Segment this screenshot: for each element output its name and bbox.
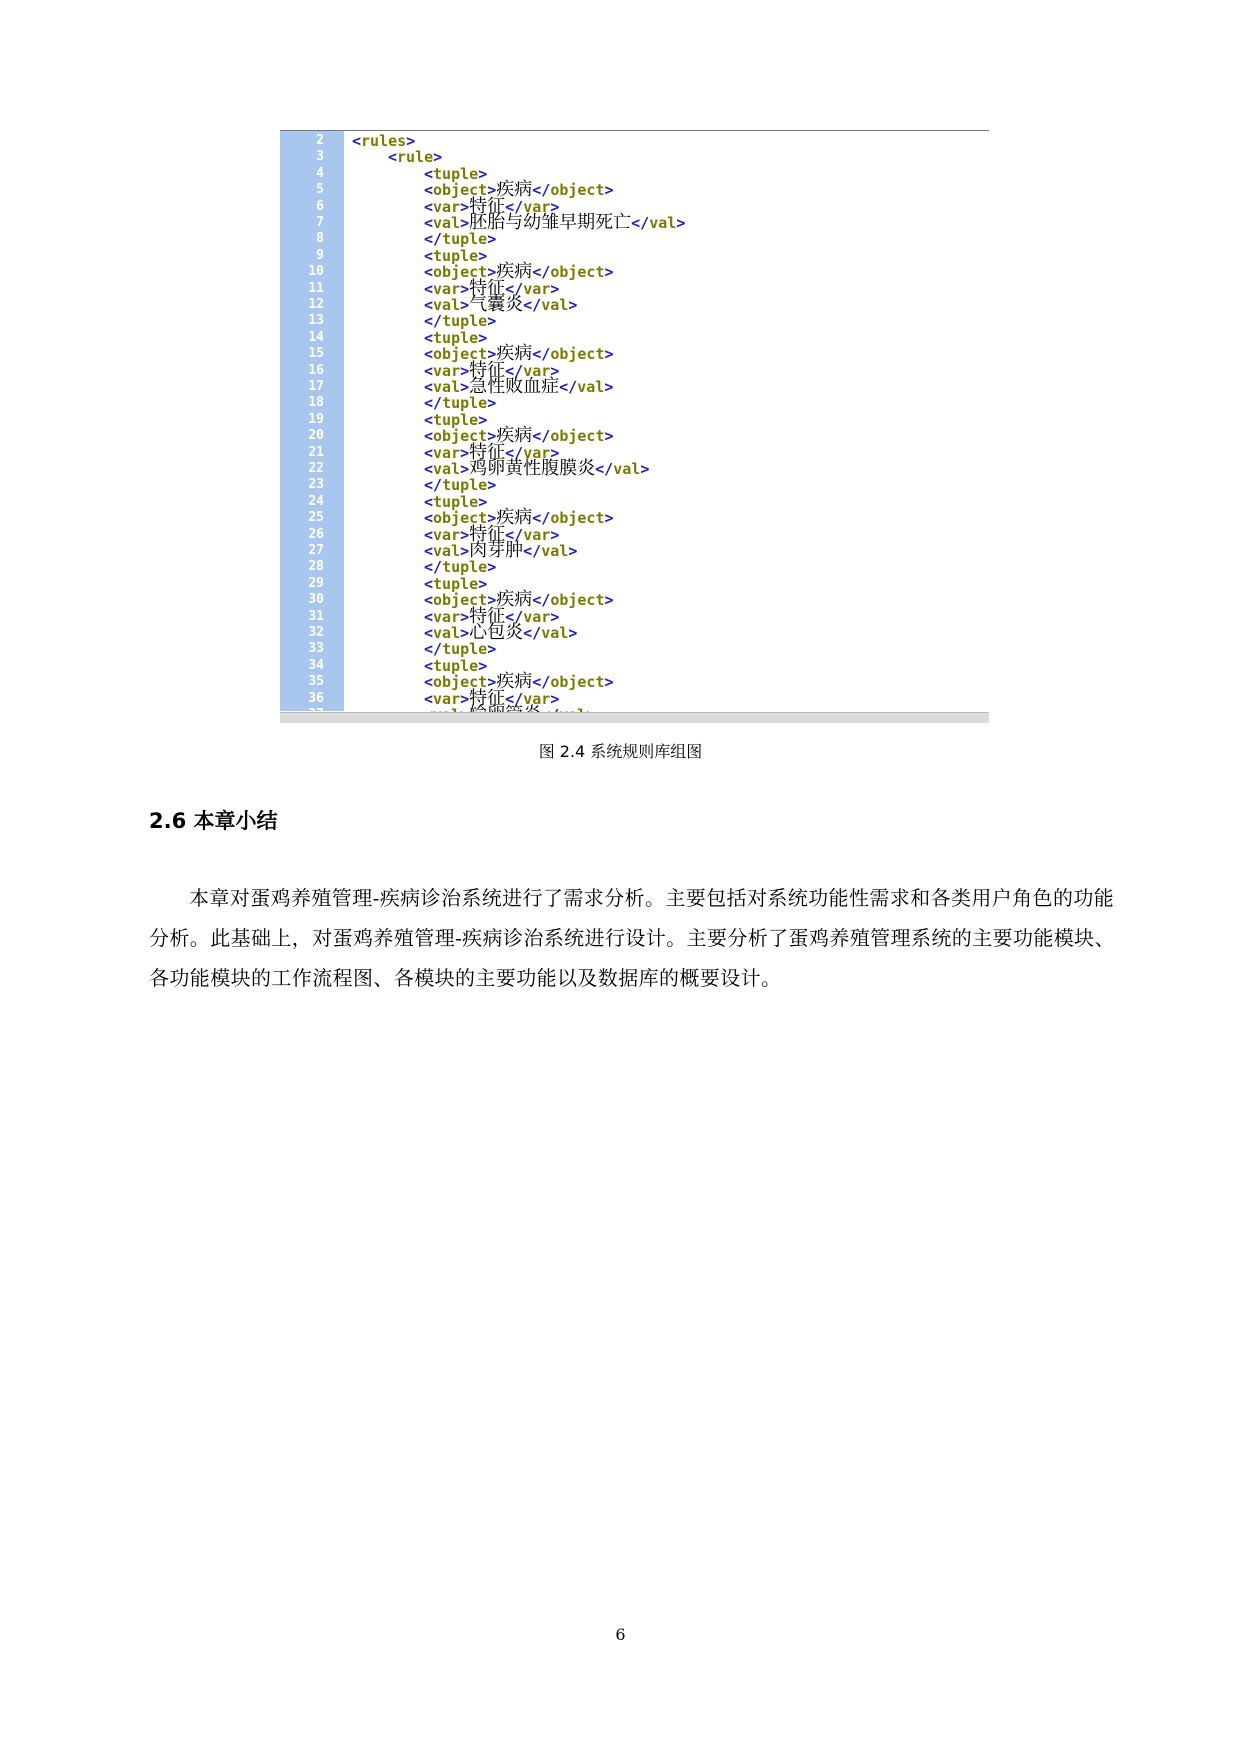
tag-name: tuple: [433, 328, 479, 347]
open-angle: </: [424, 476, 443, 495]
code-text: [424, 330, 487, 346]
close-angle: >: [604, 509, 614, 528]
tag-name: val: [613, 460, 641, 478]
close-angle: >: [550, 361, 560, 380]
tag-name: var: [523, 361, 551, 380]
close-angle: >: [460, 460, 470, 478]
code-text: [424, 248, 487, 264]
close-angle: >: [604, 378, 614, 396]
close-angle: >: [487, 263, 497, 282]
code-text: [424, 412, 487, 428]
close-angle: >: [604, 263, 614, 282]
code-text: [424, 343, 614, 365]
element-value: 特征: [469, 523, 506, 545]
code-text: [424, 425, 614, 447]
open-angle: <: [424, 689, 434, 708]
close-angle: >: [478, 410, 488, 429]
tag-name: var: [523, 607, 551, 626]
close-angle: >: [487, 640, 497, 659]
close-angle: >: [460, 378, 470, 396]
close-angle: >: [604, 345, 614, 364]
close-angle: >: [478, 246, 488, 265]
open-angle: </: [523, 296, 542, 314]
open-angle: </: [532, 263, 551, 282]
line-number: 5: [316, 182, 324, 198]
code-text: [424, 212, 686, 233]
tag-name: val: [433, 214, 461, 232]
element-value: 疾病: [496, 507, 533, 529]
tag-name: object: [550, 345, 605, 364]
code-text: [424, 507, 614, 529]
open-angle: </: [424, 558, 443, 577]
tag-name: tuple: [433, 656, 479, 675]
tag-name: tuple: [433, 246, 479, 265]
close-angle: >: [478, 656, 488, 675]
element-value: 疾病: [496, 425, 533, 447]
line-number: 16: [308, 362, 324, 378]
line-number: 8: [316, 231, 324, 247]
close-angle: >: [487, 509, 497, 528]
open-angle: </: [559, 378, 578, 396]
code-text: [424, 477, 496, 493]
tag-name: var: [523, 689, 551, 708]
open-angle: <: [424, 460, 434, 478]
open-angle: </: [505, 279, 524, 298]
open-angle: <: [424, 673, 434, 692]
tag-name: var: [433, 689, 461, 708]
line-number: 35: [308, 674, 324, 690]
open-angle: <: [424, 656, 434, 675]
element-value: 疾病: [496, 261, 533, 283]
section-paragraph: 本章对蛋鸡养殖管理-疾病诊治系统进行了需求分析。主要包括对系统功能性需求和各类用户角色的功能分析。此基础上，对蛋鸡养殖管理-疾病诊治系统进行设计。主要分析了蛋鸡养殖管理系统的主要功能模块、各功能模块的工作流程图、各模块的主要功能以及数据库的概要设计。: [149, 886, 1115, 990]
line-number: 24: [308, 493, 324, 509]
tag-name: val: [649, 214, 677, 232]
element-value: 特征: [469, 441, 506, 463]
line-number: 20: [308, 428, 324, 444]
element-value: 疾病: [496, 671, 533, 693]
open-angle: <: [424, 574, 434, 593]
line-number: 21: [308, 444, 324, 460]
close-angle: >: [487, 394, 497, 413]
close-angle: >: [460, 214, 470, 232]
open-angle: <: [424, 443, 434, 462]
tag-name: tuple: [433, 410, 479, 429]
open-angle: <: [424, 345, 434, 364]
element-value: 特征: [469, 605, 506, 627]
line-number: 14: [308, 329, 324, 345]
line-number: 7: [316, 215, 324, 230]
element-value: 鸡卵黄性腹膜炎: [469, 458, 596, 479]
tag-name: tuple: [442, 558, 488, 577]
code-text: [424, 294, 578, 315]
open-angle: </: [631, 214, 650, 232]
element-value: 特征: [469, 195, 506, 217]
open-angle: <: [424, 361, 434, 380]
line-number: 34: [308, 657, 324, 673]
open-angle: <: [352, 132, 362, 150]
open-angle: </: [505, 689, 524, 708]
element-value: 急性败血症: [469, 376, 560, 397]
open-angle: <: [424, 591, 434, 610]
code-text: [424, 231, 496, 247]
code-text: [388, 149, 442, 165]
line-number: 3: [316, 149, 324, 165]
line-number: 12: [308, 297, 324, 312]
tag-name: var: [523, 525, 551, 544]
open-angle: </: [532, 181, 551, 200]
line-number: 25: [308, 510, 324, 526]
open-angle: </: [424, 312, 443, 331]
line-number: 10: [308, 264, 324, 280]
open-angle: <: [424, 607, 434, 626]
tag-name: val: [433, 460, 461, 478]
open-angle: </: [505, 525, 524, 544]
code-text: [424, 576, 487, 592]
line-number: 33: [308, 641, 324, 657]
open-angle: </: [523, 542, 542, 560]
close-angle: >: [460, 607, 470, 626]
tag-name: var: [523, 279, 551, 298]
tag-name: val: [541, 624, 569, 642]
element-value: 气囊炎: [469, 294, 524, 315]
tag-name: val: [433, 378, 461, 396]
close-angle: >: [478, 492, 488, 511]
close-angle: >: [433, 148, 443, 167]
close-angle: >: [487, 558, 497, 577]
tag-name: tuple: [433, 492, 479, 511]
tag-name: tuple: [442, 476, 488, 495]
open-angle: <: [388, 148, 398, 167]
open-angle: </: [532, 591, 551, 610]
line-number: 32: [308, 625, 324, 640]
close-angle: >: [568, 624, 578, 642]
close-angle: >: [550, 525, 560, 544]
tag-name: object: [433, 263, 488, 282]
close-angle: >: [604, 673, 614, 692]
tag-name: tuple: [433, 574, 479, 593]
tag-name: var: [433, 525, 461, 544]
tag-name: rules: [361, 132, 407, 150]
open-angle: </: [505, 361, 524, 380]
tag-name: object: [550, 263, 605, 282]
tag-name: object: [433, 181, 488, 200]
close-angle: >: [550, 279, 560, 298]
tag-name: val: [433, 624, 461, 642]
tag-name: tuple: [442, 394, 488, 413]
close-angle: >: [460, 542, 470, 560]
code-text: [424, 622, 578, 643]
close-angle: >: [604, 181, 614, 200]
close-angle: >: [550, 689, 560, 708]
element-value: 特征: [469, 359, 506, 381]
tag-name: object: [550, 427, 605, 446]
code-text: [424, 589, 614, 611]
line-number: 29: [308, 575, 324, 591]
open-angle: <: [424, 164, 434, 183]
tag-name: var: [433, 607, 461, 626]
line-number: 22: [308, 461, 324, 476]
close-angle: >: [640, 460, 650, 478]
page-number: 6: [615, 1625, 626, 1644]
close-angle: >: [478, 164, 488, 183]
open-angle: <: [424, 279, 434, 298]
open-angle: </: [532, 427, 551, 446]
open-angle: <: [424, 246, 434, 265]
element-value: 疾病: [496, 589, 533, 611]
open-angle: <: [424, 328, 434, 347]
open-angle: <: [424, 410, 434, 429]
code-text: [352, 133, 415, 149]
code-text: [424, 658, 487, 674]
element-value: 疾病: [496, 179, 533, 201]
tag-name: object: [550, 673, 605, 692]
line-number: 23: [308, 477, 324, 493]
close-angle: >: [676, 214, 686, 232]
tag-name: val: [541, 296, 569, 314]
open-angle: </: [595, 460, 614, 478]
open-angle: <: [424, 378, 434, 396]
close-angle: >: [478, 328, 488, 347]
code-text: [424, 313, 496, 329]
open-angle: <: [424, 525, 434, 544]
tag-name: val: [433, 296, 461, 314]
close-angle: >: [460, 689, 470, 708]
tag-name: object: [550, 181, 605, 200]
open-angle: <: [424, 624, 434, 642]
line-number: 36: [308, 690, 324, 706]
code-text: [424, 641, 496, 657]
close-angle: >: [604, 591, 614, 610]
tag-name: object: [433, 427, 488, 446]
element-value: 特征: [469, 687, 506, 709]
open-angle: </: [424, 230, 443, 249]
open-angle: </: [532, 673, 551, 692]
line-number: 9: [316, 247, 324, 263]
close-angle: >: [460, 624, 470, 642]
tag-name: tuple: [442, 640, 488, 659]
line-number: 13: [308, 313, 324, 329]
line-number: 31: [308, 608, 324, 624]
close-angle: >: [487, 476, 497, 495]
tag-name: val: [577, 378, 605, 396]
open-angle: <: [424, 492, 434, 511]
close-angle: >: [568, 542, 578, 560]
tag-name: val: [541, 542, 569, 560]
tag-name: var: [433, 279, 461, 298]
code-text: [424, 540, 578, 561]
code-text: [424, 395, 496, 411]
tag-name: tuple: [442, 312, 488, 331]
tag-name: object: [433, 345, 488, 364]
tag-name: var: [433, 197, 461, 216]
open-angle: </: [424, 394, 443, 413]
tag-name: tuple: [442, 230, 488, 249]
open-angle: <: [424, 263, 434, 282]
line-number: 30: [308, 592, 324, 608]
close-angle: >: [550, 443, 560, 462]
open-angle: </: [523, 624, 542, 642]
line-number: 15: [308, 346, 324, 362]
close-angle: >: [460, 361, 470, 380]
code-text: [424, 376, 614, 397]
tag-name: object: [433, 591, 488, 610]
tag-name: val: [433, 542, 461, 560]
open-angle: </: [532, 509, 551, 528]
line-number: 19: [308, 411, 324, 427]
section-heading: 2.6 本章小结: [149, 809, 278, 833]
close-angle: >: [478, 574, 488, 593]
code-text: [424, 458, 650, 479]
line-number: 27: [308, 543, 324, 558]
tag-name: object: [550, 591, 605, 610]
code-screenshot: [280, 130, 989, 723]
open-angle: <: [424, 296, 434, 314]
tag-name: object: [433, 509, 488, 528]
close-angle: >: [460, 197, 470, 216]
line-number: 11: [308, 280, 324, 296]
tag-name: var: [433, 361, 461, 380]
line-number: 17: [308, 379, 324, 394]
open-angle: <: [424, 509, 434, 528]
element-value: 胚胎与幼雏早期死亡: [469, 212, 632, 233]
code-text: [424, 261, 614, 283]
close-angle: >: [487, 427, 497, 446]
close-angle: >: [460, 296, 470, 314]
tag-name: rule: [397, 148, 434, 167]
open-angle: <: [424, 427, 434, 446]
tag-name: object: [550, 509, 605, 528]
tag-name: var: [523, 197, 551, 216]
code-text: [424, 494, 487, 510]
code-text: [424, 179, 614, 201]
code-text: [424, 671, 614, 693]
element-value: 疾病: [496, 343, 533, 365]
code-text: [424, 559, 496, 575]
line-number: 4: [316, 165, 324, 181]
line-number: 26: [308, 526, 324, 542]
close-angle: >: [487, 181, 497, 200]
open-angle: </: [424, 640, 443, 659]
open-angle: </: [532, 345, 551, 364]
close-angle: >: [487, 673, 497, 692]
close-angle: >: [460, 525, 470, 544]
close-angle: >: [487, 312, 497, 331]
tag-name: var: [523, 443, 551, 462]
open-angle: </: [505, 197, 524, 216]
open-angle: </: [505, 443, 524, 462]
close-angle: >: [550, 607, 560, 626]
code-text: [424, 166, 487, 182]
tag-name: object: [433, 673, 488, 692]
close-angle: >: [487, 230, 497, 249]
close-angle: >: [460, 279, 470, 298]
element-value: 特征: [469, 277, 506, 299]
tag-name: var: [433, 443, 461, 462]
line-number: 28: [308, 559, 324, 575]
figure-caption: 图 2.4 系统规则库组图: [538, 742, 703, 761]
open-angle: <: [424, 197, 434, 216]
close-angle: >: [487, 345, 497, 364]
close-angle: >: [604, 427, 614, 446]
element-value: 肉芽肿: [469, 540, 524, 561]
open-angle: <: [424, 214, 434, 232]
line-number: 18: [308, 395, 324, 411]
open-angle: <: [424, 542, 434, 560]
close-angle: >: [550, 197, 560, 216]
tag-name: tuple: [433, 164, 479, 183]
line-number: 2: [316, 133, 324, 148]
line-number: 6: [316, 198, 324, 214]
close-angle: >: [568, 296, 578, 314]
close-angle: >: [460, 443, 470, 462]
close-angle: >: [406, 132, 416, 150]
close-angle: >: [487, 591, 497, 610]
horizontal-scrollbar: [280, 712, 989, 723]
element-value: 心包炎: [469, 622, 524, 643]
open-angle: </: [505, 607, 524, 626]
open-angle: <: [424, 181, 434, 200]
